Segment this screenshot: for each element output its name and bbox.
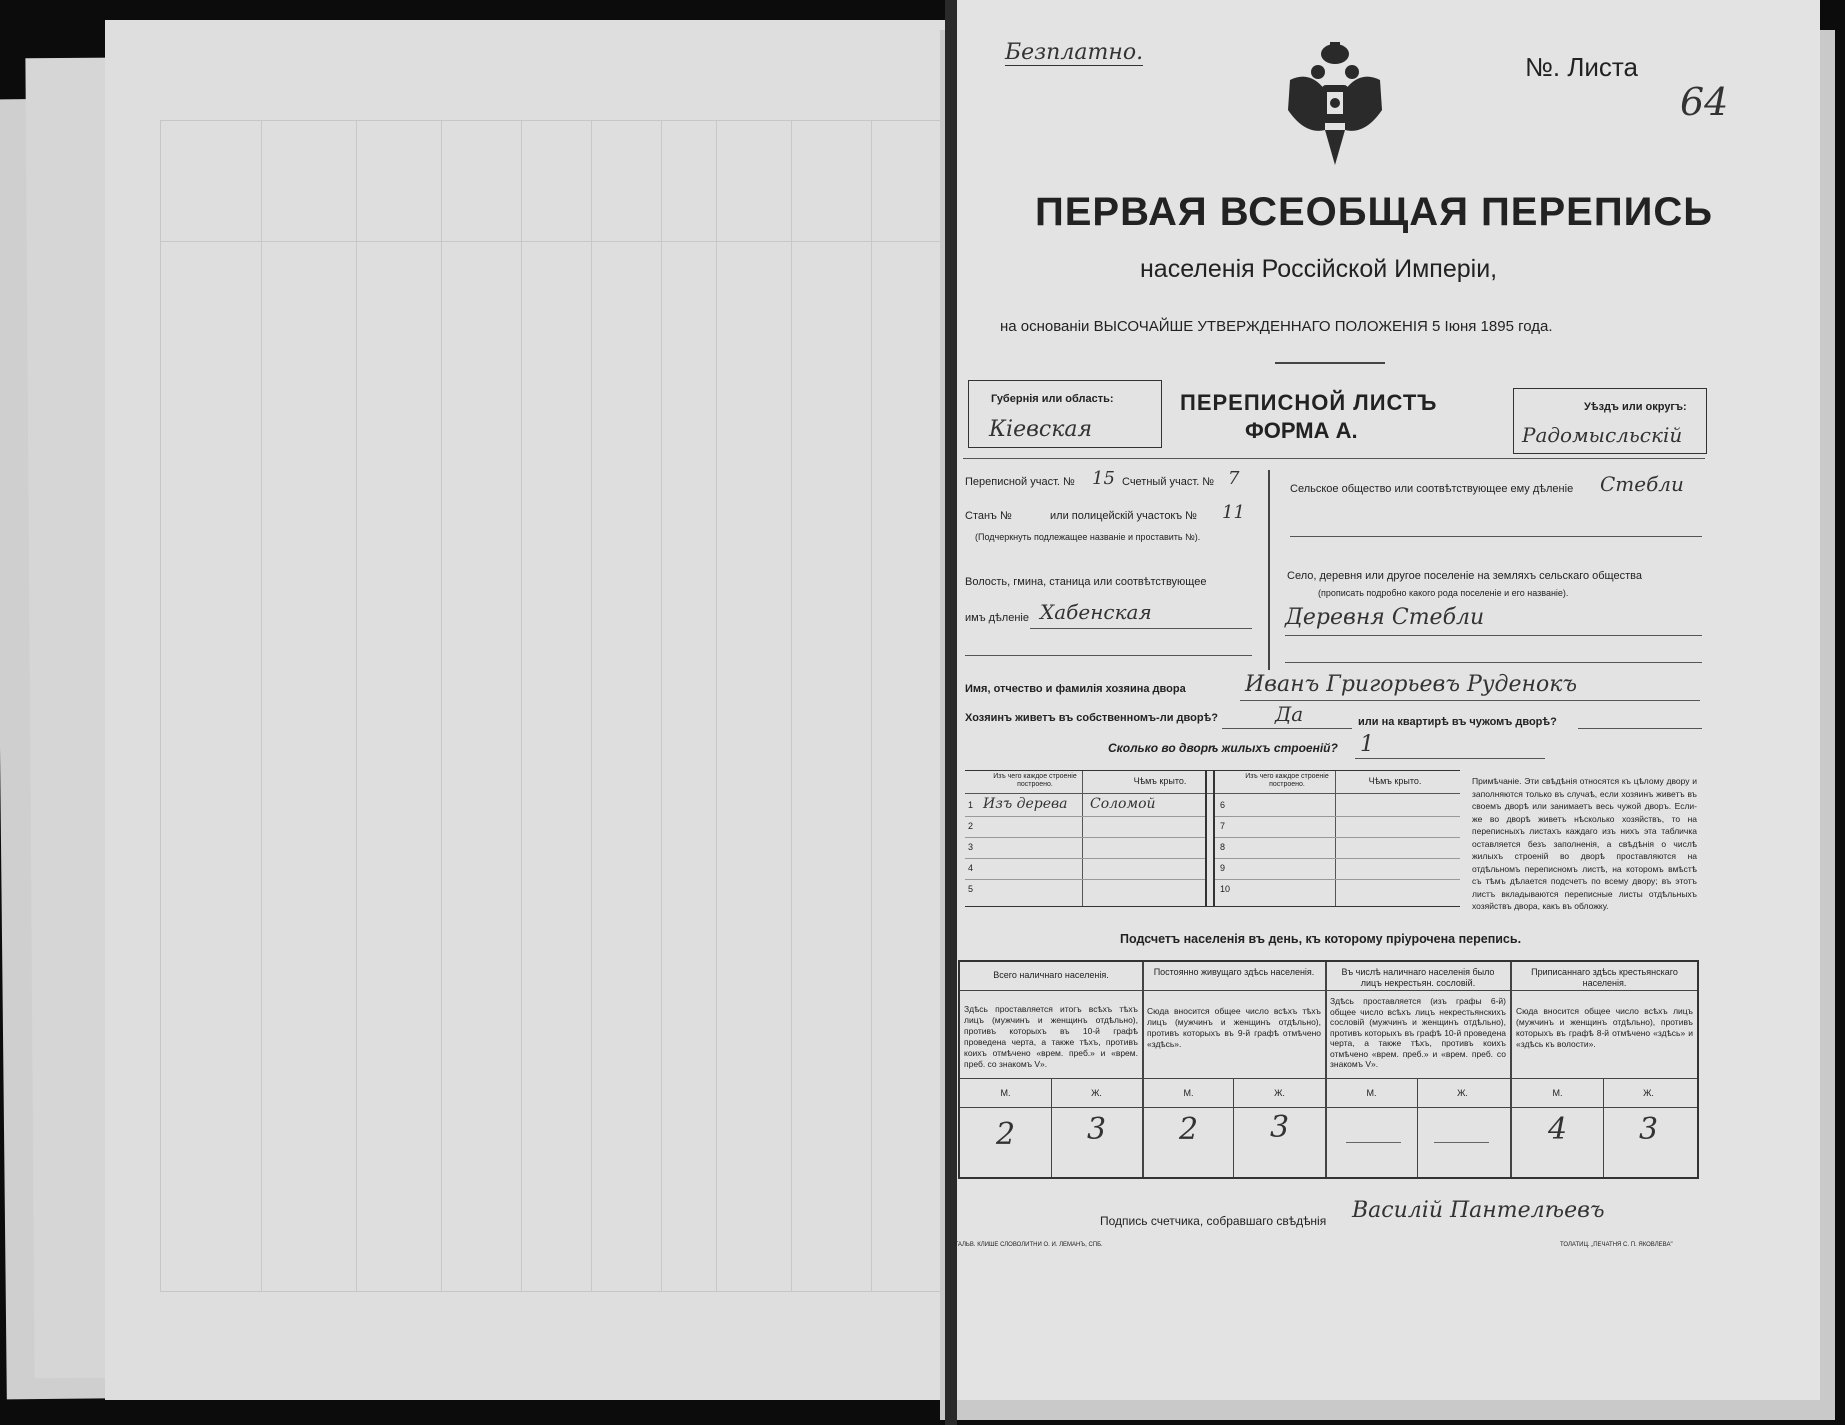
sheet-type-title: ПЕРЕПИСНОЙ ЛИСТЪ bbox=[1180, 390, 1438, 415]
field-underline bbox=[965, 655, 1252, 656]
building-row: 5 bbox=[968, 884, 974, 894]
building-row: 3 bbox=[965, 837, 1205, 859]
male-count: 2 bbox=[1178, 1112, 1199, 1147]
female-label: Ж. bbox=[1643, 1088, 1654, 1098]
tally-group-desc: Здѣсь проставляется (изъ графы 6-й) общее число всѣхъ лицъ некрестьянскихъ сословій (мужчинъ и женщинъ отдѣльно), противъ которыхъ въ графѣ 10-й проведена черта, а также тѣхъ, противъ коихъ отмѣчено «врем. преб.» и «врем. преб. со знакомъ V». bbox=[1330, 996, 1506, 1069]
police-station-value: 11 bbox=[1222, 502, 1245, 523]
field-underline bbox=[1222, 728, 1352, 729]
blank-dash bbox=[1346, 1142, 1401, 1143]
stan-label: Станъ № bbox=[965, 510, 1012, 522]
field-underline bbox=[1240, 700, 1700, 701]
divider bbox=[1268, 470, 1270, 670]
sheet-number-label: №. Листа bbox=[1525, 52, 1639, 82]
building-row: 1 Изъ дерева Соломой bbox=[965, 795, 1205, 817]
own-yard-label: Хозяинъ живетъ въ собственномъ-ли дворѣ? bbox=[965, 712, 1219, 724]
free-label: Безплатно. bbox=[1005, 40, 1144, 65]
form-subtitle: населенія Россійской Имперіи, bbox=[1140, 255, 1498, 283]
book-spine bbox=[945, 0, 957, 1425]
tally-group-head: Въ числѣ наличнаго населенія было лицъ некрестьян. сословій. bbox=[1341, 967, 1495, 988]
female-label: Ж. bbox=[1091, 1088, 1102, 1098]
police-station-label: или полицейскій участокъ № bbox=[1050, 510, 1197, 522]
buildings-note: Примѣчаніе. Эти свѣдѣнія относятся къ цѣлому двору и заполняются только въ случаѣ, если хозяинъ живетъ въ своемъ дворѣ или занимаетъ весь чужой дворъ. Если-же во дворѣ живетъ нѣсколько хозяйствъ, то на переписныхъ листахъ каждаго изъ нихъ эта табличка оставляется безъ заполненія, а свѣдѣнія о числѣ жилыхъ строеній во дворѣ проставляются на отдѣльномъ переписномъ листѣ, на которомъ вмѣстѣ съ тѣмъ дѣлается подсчетъ по всему двору; въ этотъ листъ вкладываются переписные листы отдѣльныхъ хозяйствъ двора, какъ въ обложку. bbox=[1472, 776, 1697, 911]
buildings-count-value: 1 bbox=[1360, 732, 1374, 757]
building-row: 7 bbox=[1215, 816, 1460, 838]
uezd-value: Радомысльскій bbox=[1522, 423, 1683, 447]
tally-table bbox=[958, 960, 1699, 1179]
tally-group-head: Постоянно живущаго здѣсь населенія. bbox=[1153, 967, 1315, 977]
divider bbox=[963, 458, 1705, 459]
blank-dash bbox=[1434, 1142, 1489, 1143]
count-area-label: Счетный участ. № bbox=[1122, 476, 1215, 488]
signature-value: Василій Пантелѣевъ bbox=[1352, 1198, 1605, 1223]
tally-group-desc: Здѣсь проставляется итогъ всѣхъ тѣхъ лицъ (мужчинъ и женщинъ отдѣльно), противъ которыхъ въ 10-й графѣ проведена черта, а также тѣхъ, противъ коихъ отмѣчено «врем. преб.» и «врем. преб. со знакомъ V». bbox=[964, 1004, 1138, 1069]
col-roof-header: Чѣмъ крыто. bbox=[1368, 776, 1422, 786]
col-material-header: Изъ чего каждое строеніе построено. bbox=[993, 773, 1077, 788]
uezd-box bbox=[1513, 388, 1707, 454]
tally-group-head: Приписаннаго здѣсь крестьянскаго населенія. bbox=[1531, 967, 1678, 988]
volost-label: Волость, гмина, станица или соотвѣтствующее bbox=[965, 576, 1207, 588]
printer-mark-right: ТОЛАТИЦ. „ПЕЧАТНЯ С. П. ЯКОВЛЕВА" bbox=[1560, 1242, 1673, 1248]
census-area-value: 15 bbox=[1092, 468, 1115, 489]
male-count: 2 bbox=[995, 1117, 1016, 1152]
volost-label-2: имъ дѣленіе bbox=[965, 612, 1029, 624]
female-count: 3 bbox=[1269, 1110, 1290, 1145]
male-count: 4 bbox=[1547, 1112, 1568, 1147]
signature-label: Подпись счетчика, собравшаго свѣдѣнія bbox=[1100, 1214, 1327, 1228]
village-label: Село, деревня или другое поселеніе на земляхъ сельскаго общества bbox=[1287, 570, 1642, 582]
building-row: 8 bbox=[1215, 837, 1460, 859]
building-row: 9 bbox=[1215, 858, 1460, 880]
tally-group-desc: Сюда вносится общее число всѣхъ лицъ (мужчинъ и женщинъ отдѣльно), противъ которыхъ въ графѣ 8-й отмѣчено «здѣсь» и «здѣсь къ волости». bbox=[1516, 1006, 1693, 1049]
female-label: Ж. bbox=[1274, 1088, 1285, 1098]
tally-group bbox=[960, 962, 1142, 1177]
guberniya-value: Кіевская bbox=[989, 417, 1093, 442]
field-underline bbox=[1285, 635, 1702, 636]
male-label: М. bbox=[1366, 1088, 1377, 1098]
building-row: 10 bbox=[1220, 884, 1231, 894]
village-value: Деревня Стебли bbox=[1285, 605, 1485, 630]
male-label: М. bbox=[1183, 1088, 1194, 1098]
field-underline bbox=[1290, 536, 1702, 537]
tally-title: Подсчетъ населенія въ день, къ которому пріурочена перепись. bbox=[1120, 932, 1522, 946]
field-underline bbox=[1285, 662, 1702, 663]
owner-name-label: Имя, отчество и фамилія хозяина двора bbox=[965, 683, 1186, 695]
col-material-header: Изъ чего каждое строеніе построено. bbox=[1245, 773, 1329, 788]
count-area-value: 7 bbox=[1228, 468, 1240, 489]
col-roof-header: Чѣмъ крыто. bbox=[1133, 776, 1187, 786]
form-letter: ФОРМА А. bbox=[1245, 418, 1358, 443]
field-underline bbox=[1578, 728, 1702, 729]
village-hint: (прописать подробно какого рода поселеніе и его названіе). bbox=[1318, 588, 1569, 598]
field-underline bbox=[1355, 758, 1545, 759]
guberniya-label: Губернія или область: bbox=[991, 393, 1114, 405]
form-title: ПЕРВАЯ ВСЕОБЩАЯ ПЕРЕПИСЬ bbox=[1035, 190, 1713, 234]
society-label: Сельское общество или соотвѣтствующее ему дѣленіе bbox=[1290, 483, 1574, 495]
tally-group bbox=[1143, 962, 1325, 1177]
rent-yard-label: или на квартирѣ въ чужомъ дворѣ? bbox=[1358, 716, 1557, 728]
volost-value: Хабенская bbox=[1040, 600, 1152, 624]
left-page-grid bbox=[160, 120, 952, 1292]
uezd-label: Уѣздъ или округъ: bbox=[1584, 401, 1687, 413]
buildings-table bbox=[965, 770, 1460, 907]
own-yard-value: Да bbox=[1275, 702, 1304, 726]
male-label: М. bbox=[1552, 1088, 1563, 1098]
printer-mark-left: ГАЛЬВ. КЛИШЕ СЛОВОЛИТНИ О. И. ЛЕМАНЪ, СПБ. bbox=[955, 1242, 1103, 1248]
female-label: Ж. bbox=[1457, 1088, 1468, 1098]
guberniya-box bbox=[968, 380, 1162, 448]
tally-group bbox=[1326, 962, 1510, 1177]
tally-group bbox=[1512, 962, 1697, 1177]
divider bbox=[1275, 362, 1385, 364]
tally-group-desc: Сюда вносится общее число всѣхъ тѣхъ лицъ (мужчинъ и женщинъ отдѣльно), противъ которыхъ въ 9-й графѣ отмѣчено «здѣсь». bbox=[1147, 1006, 1321, 1049]
census-area-label: Переписной участ. № bbox=[965, 476, 1075, 488]
stan-hint: (Подчеркнуть подлежащее названіе и проставить №). bbox=[975, 532, 1201, 542]
tally-group-head: Всего наличнаго населенія. bbox=[993, 970, 1109, 980]
imperial-eagle-emblem bbox=[1280, 40, 1390, 170]
buildings-count-label: Сколько во дворѣ жилыхъ строеній? bbox=[1108, 741, 1338, 755]
female-count: 3 bbox=[1638, 1112, 1659, 1147]
society-value: Стебли bbox=[1600, 472, 1684, 496]
building-row: 4 bbox=[965, 858, 1205, 880]
male-label: М. bbox=[1000, 1088, 1011, 1098]
field-underline bbox=[1030, 628, 1252, 629]
building-row: 6 bbox=[1215, 795, 1460, 817]
sheet-number-value: 64 bbox=[1680, 80, 1729, 124]
building-row: 2 bbox=[965, 816, 1205, 838]
owner-name-value: Иванъ Григорьевъ Руденокъ bbox=[1245, 672, 1578, 697]
form-basis: на основаніи ВЫСОЧАЙШЕ УТВЕРЖДЕННАГО ПОЛОЖЕНІЯ 5 Іюня 1895 года. bbox=[1000, 318, 1553, 335]
female-count: 3 bbox=[1086, 1112, 1107, 1147]
